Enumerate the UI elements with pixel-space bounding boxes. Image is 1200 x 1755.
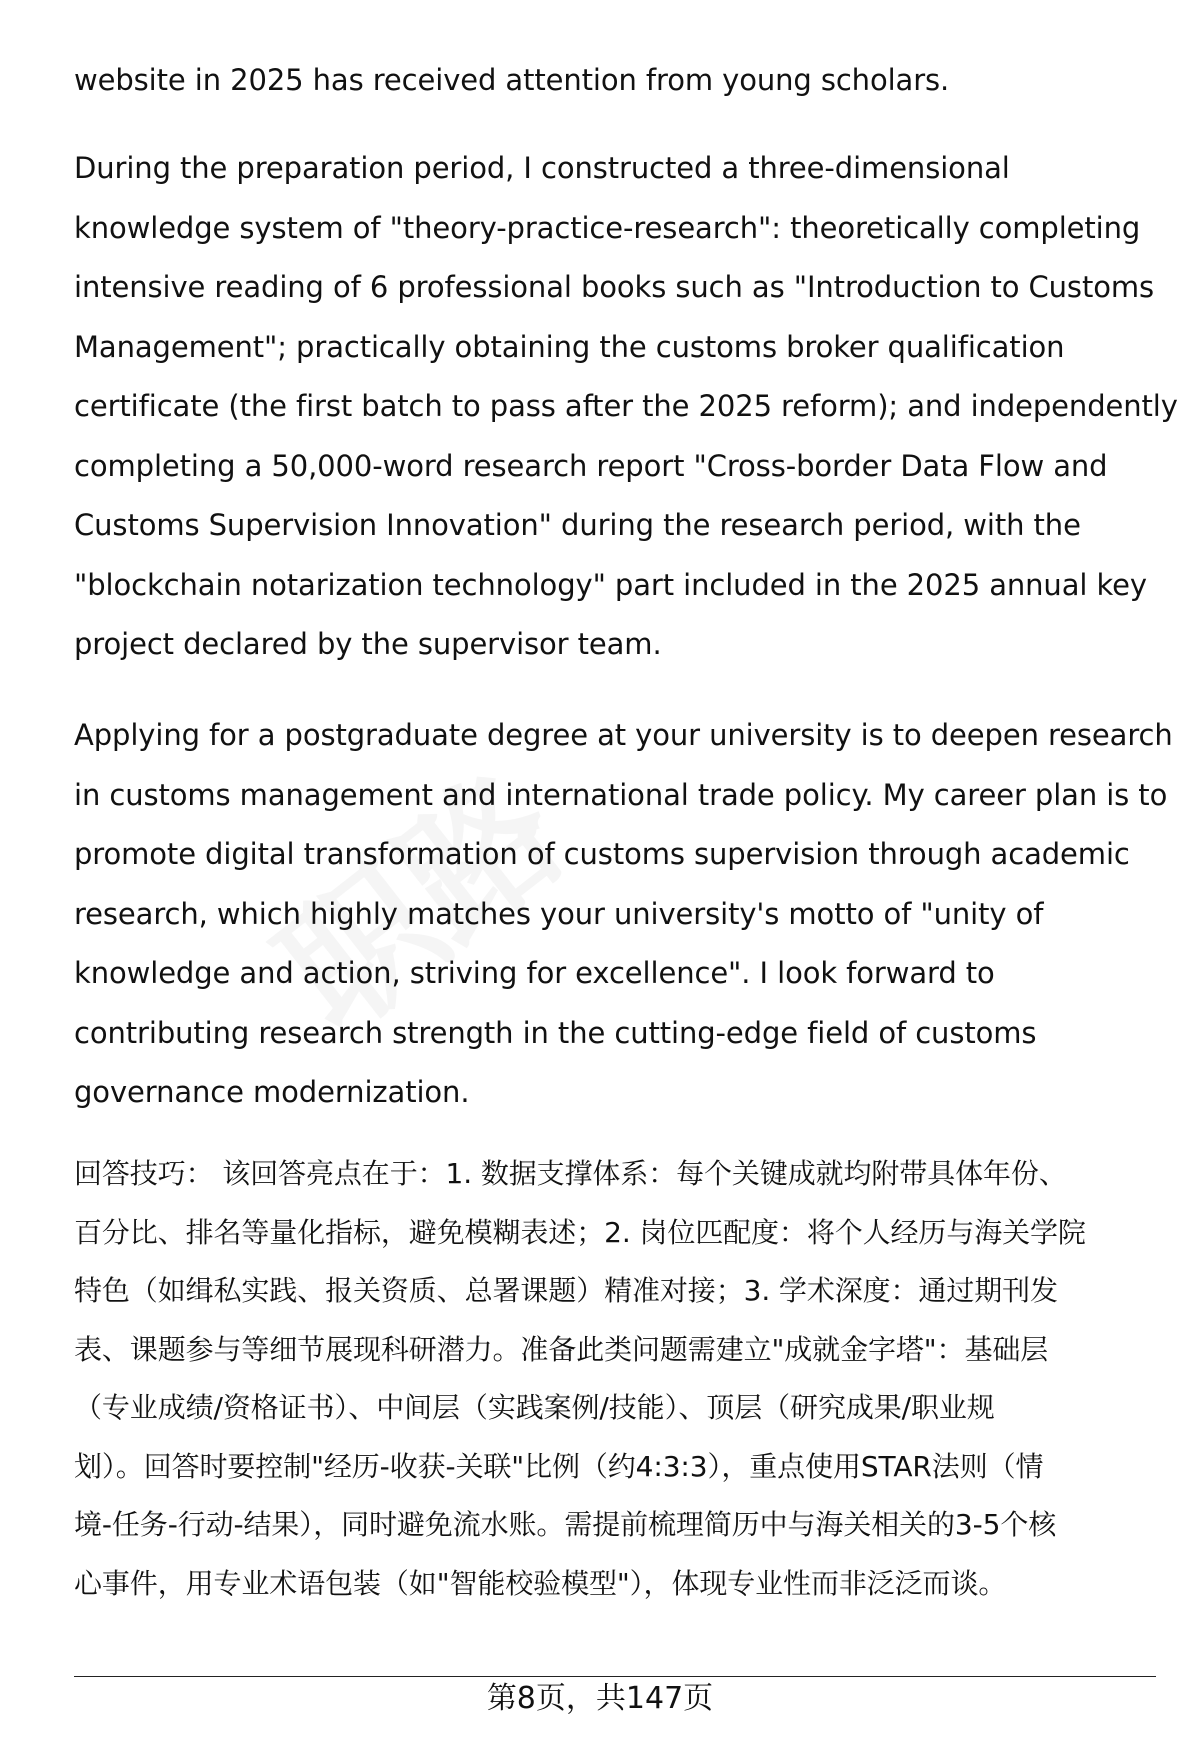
text-line: 表、课题参与等细节展现科研潜力。准备此类问题需建立"成就金字塔"：基础层 (74, 1332, 1049, 1366)
text-line: 境-任务-行动-结果），同时避免流水账。需提前梳理简历中与海关相关的3-5个核 (74, 1508, 1057, 1541)
text-line: knowledge and action, striving for excellence". I look forward to (74, 956, 995, 990)
text-line: 心事件，用专业术语包装（如"智能校验模型"），体现专业性而非泛泛而谈。 (74, 1566, 1007, 1600)
text-line: governance modernization. (74, 1075, 470, 1109)
page-number: 第8页，共147页 (486, 1681, 714, 1716)
paragraph-motivation (74, 706, 1173, 1123)
paragraph-preparation (74, 139, 1178, 675)
paragraph-continuation (74, 51, 1160, 111)
text-line: Management"; practically obtaining the customs broker qualification (74, 329, 1065, 364)
text-line: website in 2025 has received attention from young scholars. (74, 63, 950, 97)
text-line: 回答技巧： 该回答亮点在于：1. 数据支撑体系：每个关键成就均附带具体年份、 (74, 1157, 1067, 1190)
text-line: certificate (the first batch to pass after the 2025 reform); and independently (74, 389, 1178, 423)
text-line: （专业成绩/资格证书）、中间层（实践案例/技能）、顶层（研究成果/职业规 (74, 1391, 995, 1424)
text-line: contributing research strength in the cutting-edge field of customs (74, 1015, 1037, 1050)
paragraph-answer-tips (74, 1145, 1160, 1613)
text-line: knowledge system of "theory-practice-research": theoretically completing (74, 210, 1141, 245)
text-line: During the preparation period, I constructed a three-dimensional (74, 151, 1010, 185)
text-line: Applying for a postgraduate degree at your university is to deepen research (74, 718, 1173, 752)
text-line: Customs Supervision Innovation" during the research period, with the (74, 508, 1081, 542)
text-line: research, which highly matches your university's motto of "unity of (74, 896, 1044, 931)
text-line: completing a 50,000-word research report "Cross-border Data Flow and (74, 448, 1108, 483)
text-line: 划）。回答时要控制"经历-收获-关联"比例（约4:3:3），重点使用STAR法则（情 (74, 1449, 1044, 1483)
text-line: intensive reading of 6 professional books such as "Introduction to Customs (74, 270, 1155, 304)
text-line: 百分比、排名等量化指标，避免模糊表述；2. 岗位匹配度：将个人经历与海关学院 (74, 1215, 1086, 1249)
text-line: project declared by the supervisor team. (74, 627, 662, 661)
text-line: "blockchain notarization technology" part included in the 2025 annual key (74, 567, 1147, 602)
text-line: 特色（如缉私实践、报关资质、总署课题）精准对接；3. 学术深度：通过期刊发 (74, 1274, 1058, 1307)
text-line: promote digital transformation of customs supervision through academic (74, 837, 1130, 871)
text-line: in customs management and international trade policy. My career plan is to (74, 777, 1168, 812)
